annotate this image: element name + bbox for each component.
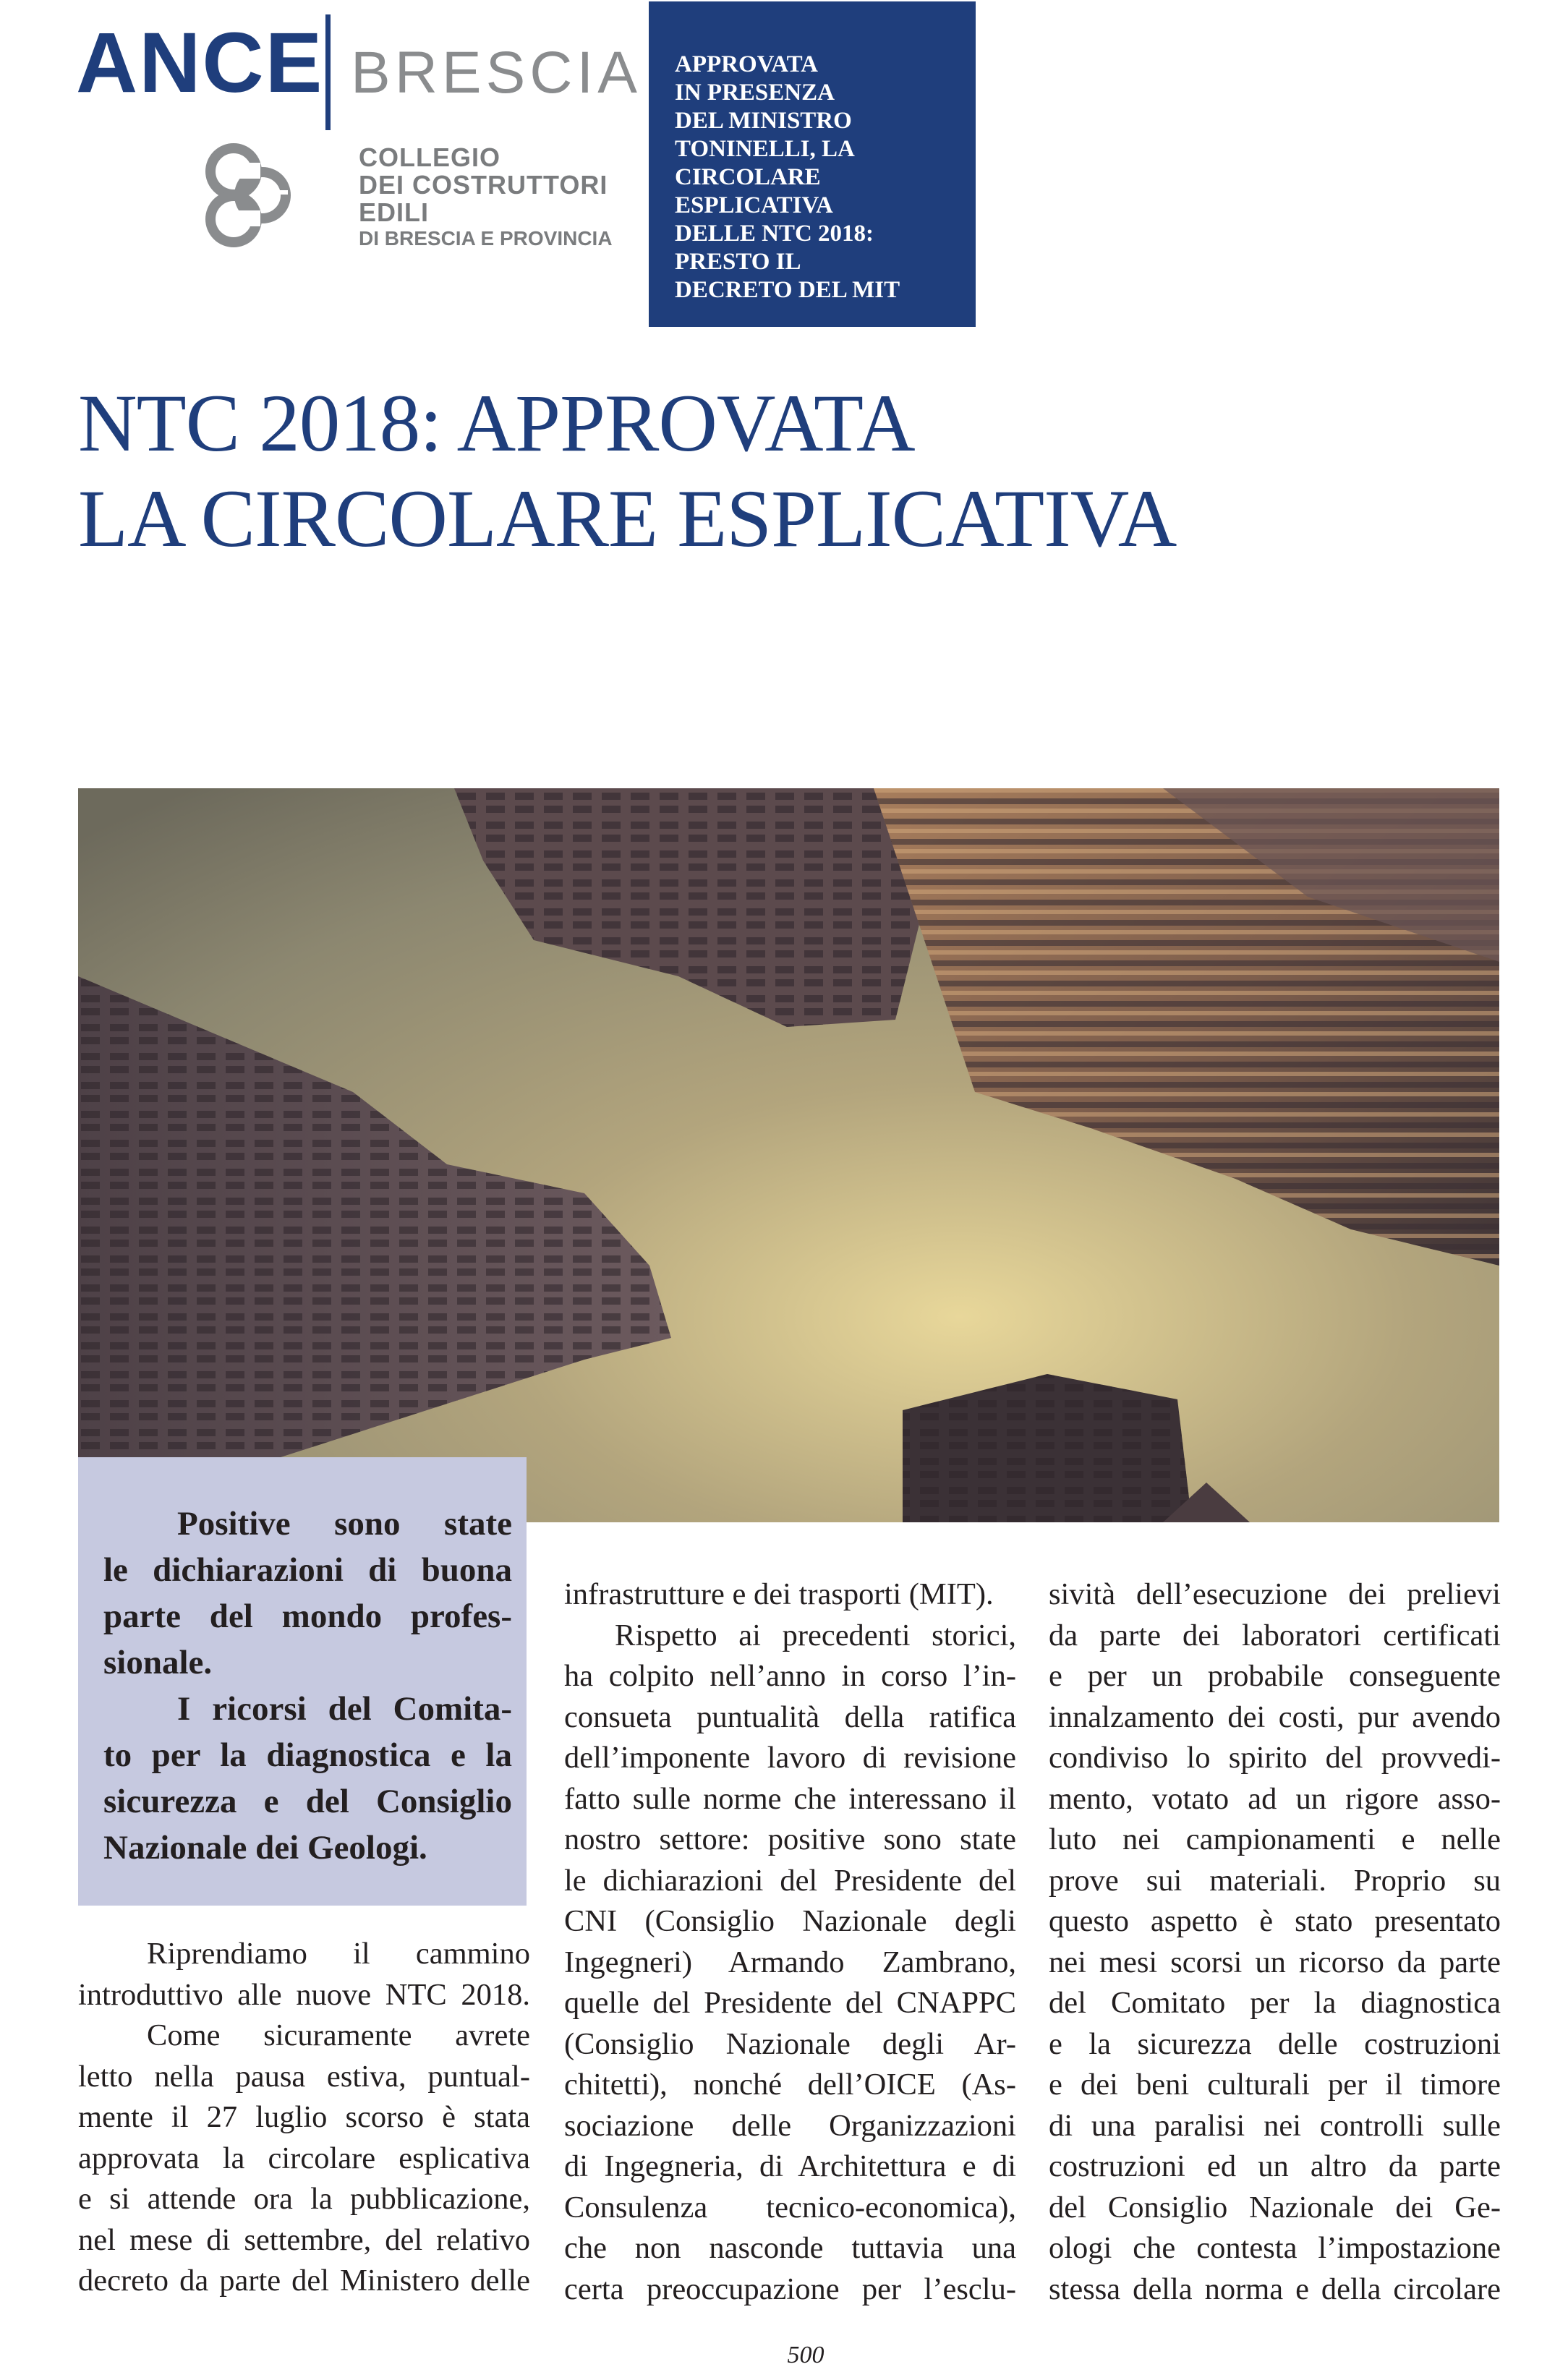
body-line: (Consiglio Nazionale degli Ar- bbox=[564, 2026, 1016, 2061]
body-line: da parte dei laboratori certificati bbox=[1049, 1618, 1501, 1652]
body-column-3 bbox=[1049, 1574, 1501, 2310]
body-column-2 bbox=[564, 1574, 1016, 2310]
callout-line: Positive sono state bbox=[177, 1505, 512, 1543]
body-line: consueta puntualità della ratifica bbox=[564, 1699, 1016, 1734]
body-line: e per un probabile conseguente bbox=[1049, 1659, 1501, 1693]
body-line: nostro settore: positive sono state bbox=[564, 1822, 1016, 1856]
page-number: 500 bbox=[787, 2342, 825, 2368]
body-line: letto nella pausa estiva, puntual- bbox=[78, 2059, 530, 2094]
body-line: che non nasconde tuttavia una bbox=[564, 2231, 1016, 2265]
collegio-line: EDILI bbox=[359, 197, 430, 227]
cce-emblem-icon bbox=[194, 141, 302, 249]
body-line: Ingegneri) Armando Zambrano, bbox=[564, 1945, 1016, 1979]
body-line: introduttivo alle nuove NTC 2018. bbox=[78, 1977, 530, 2012]
callout-line: I ricorsi del Comita- bbox=[177, 1690, 512, 1728]
body-line: nei mesi scorsi un ricorso da parte bbox=[1049, 1945, 1501, 1979]
body-line: del Consiglio Nazionale dei Ge- bbox=[1049, 2190, 1501, 2225]
body-line: prove sui materiali. Proprio su bbox=[1049, 1863, 1501, 1898]
body-line: del Comitato per la diagnostica bbox=[1049, 1986, 1501, 2020]
collegio-text bbox=[359, 142, 613, 249]
collegio-line: DEI COSTRUTTORI bbox=[359, 170, 608, 200]
body-line: chitetti), nonché dell’OICE (As- bbox=[564, 2068, 1016, 2102]
collegio-costruttori-logo bbox=[194, 141, 628, 249]
teaser-line: TONINELLI, LA bbox=[675, 136, 855, 162]
teaser-line: CIRCOLARE bbox=[675, 164, 821, 190]
callout-line: to per la diagnostica e la bbox=[103, 1736, 512, 1774]
body-line: Consulenza tecnico-economica), bbox=[564, 2190, 1016, 2225]
body-line: di una paralisi nei controlli sulle bbox=[1049, 2108, 1501, 2143]
skyscrapers-illustration bbox=[78, 788, 1499, 1522]
body-line: di Ingegneria, di Architettura e di bbox=[564, 2149, 1016, 2183]
teaser-line: DECRETO DEL MIT bbox=[675, 277, 900, 303]
teaser-box bbox=[649, 1, 976, 327]
body-line: decreto da parte del Ministero delle bbox=[78, 2264, 530, 2298]
body-line: Rispetto ai precedenti storici, bbox=[615, 1618, 1016, 1652]
body-line: approvata la circolare esplicativa bbox=[78, 2141, 530, 2175]
body-column-1 bbox=[78, 1934, 530, 2302]
body-line: stessa della norma e della circolare bbox=[1049, 2272, 1501, 2306]
body-line: costruzioni ed un altro da parte bbox=[1049, 2149, 1501, 2183]
body-line: innalzamento dei costi, pur avendo bbox=[1049, 1699, 1501, 1734]
teaser-line: PRESTO IL bbox=[675, 249, 801, 275]
title-line: NTC 2018: APPROVATA bbox=[78, 378, 915, 469]
callout-line: Nazionale dei Geologi. bbox=[103, 1829, 427, 1867]
body-line: mente il 27 luglio scorso è stata bbox=[78, 2100, 530, 2134]
callout-line: parte del mondo profes- bbox=[103, 1598, 512, 1635]
body-line: mento, votato ad un rigore asso- bbox=[1049, 1781, 1501, 1816]
body-line: e la sicurezza delle costruzioni bbox=[1049, 2026, 1501, 2061]
body-line: e dei beni culturali per il timore bbox=[1049, 2068, 1501, 2102]
callout-line: sicurezza e del Consiglio bbox=[103, 1783, 512, 1820]
teaser-line: DELLE NTC 2018: bbox=[675, 221, 874, 247]
collegio-subtitle: DI BRESCIA E PROVINCIA bbox=[359, 227, 613, 249]
page-title bbox=[78, 376, 1452, 567]
teaser-line: DEL MINISTRO bbox=[675, 108, 852, 134]
collegio-line: COLLEGIO bbox=[359, 142, 500, 172]
logo-divider bbox=[325, 14, 331, 130]
body-line: Riprendiamo il cammino bbox=[147, 1937, 530, 1971]
body-line: condiviso lo spirito del provvedi- bbox=[1049, 1741, 1501, 1775]
body-line: le dichiarazioni del Presidente del bbox=[564, 1863, 1016, 1898]
callout-text bbox=[103, 1501, 512, 1871]
teaser-line: APPROVATA bbox=[675, 51, 818, 77]
teaser-line: IN PRESENZA bbox=[675, 80, 835, 106]
skyscrapers-photo bbox=[78, 788, 1499, 1522]
body-line: sociazione delle Organizzazioni bbox=[564, 2108, 1016, 2143]
callout-line: sionale. bbox=[103, 1644, 213, 1681]
body-line: quelle del Presidente del CNAPPC bbox=[564, 1986, 1016, 2020]
title-line: LA CIRCOLARE ESPLICATIVA bbox=[78, 474, 1177, 564]
body-line: infrastrutture e dei trasporti (MIT). bbox=[564, 1577, 994, 1611]
callout-box bbox=[78, 1457, 527, 1906]
body-line: ha colpito nell’anno in corso l’in- bbox=[564, 1659, 1016, 1693]
brescia-wordmark: BRESCIA bbox=[351, 40, 642, 106]
body-line: sività dell’esecuzione dei prelievi bbox=[1049, 1577, 1501, 1611]
body-line: questo aspetto è stato presentato bbox=[1049, 1904, 1501, 1938]
teaser-text bbox=[675, 51, 964, 304]
body-line: e si attende ora la pubblicazione, bbox=[78, 2182, 530, 2216]
body-line: CNI (Consiglio Nazionale degli bbox=[564, 1904, 1016, 1938]
ance-wordmark: ANCE bbox=[76, 15, 324, 111]
teaser-line: ESPLICATIVA bbox=[675, 192, 833, 218]
body-line: Come sicuramente avrete bbox=[147, 2018, 530, 2052]
body-line: certa preoccupazione per l’esclu- bbox=[564, 2272, 1016, 2306]
ance-brescia-logo bbox=[76, 14, 642, 137]
body-line: nel mese di settembre, del relativo bbox=[78, 2222, 530, 2257]
body-line: ologi che contesta l’impostazione bbox=[1049, 2231, 1501, 2265]
body-line: luto nei campionamenti e nelle bbox=[1049, 1822, 1501, 1856]
body-line: dell’imponente lavoro di revisione bbox=[564, 1741, 1016, 1775]
callout-line: le dichiarazioni di buona bbox=[103, 1551, 512, 1589]
body-line: fatto sulle norme che interessano il bbox=[564, 1781, 1016, 1816]
